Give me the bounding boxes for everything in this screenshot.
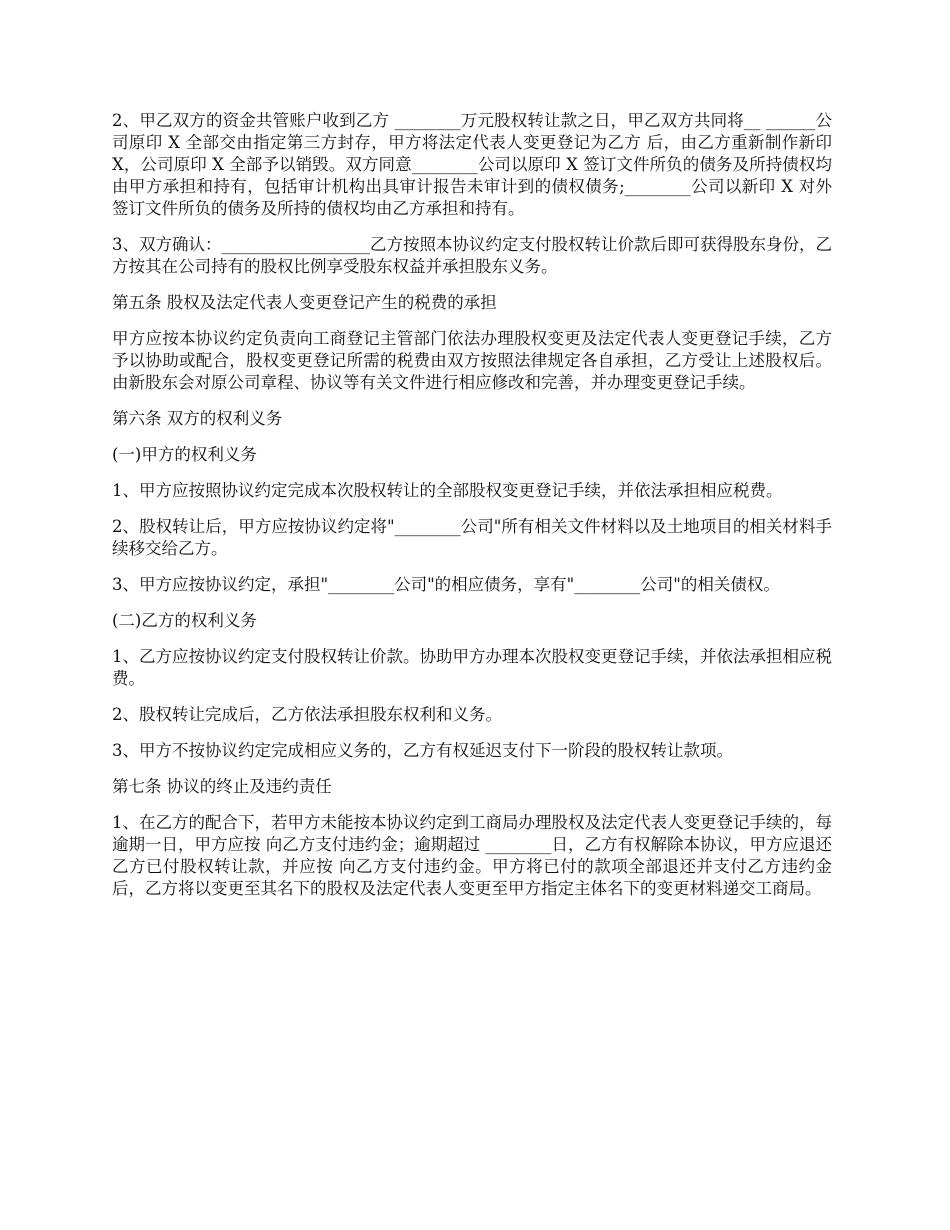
party-b-item-1: 1、乙方应按协议约定支付股权转让价款。协助甲方办理本次股权变更登记手续，并依法承担相应税费。 [112,647,832,688]
clause-4-item-3: 3、双方确认：__________________乙方按照本协议约定支付股权转让价款后即可获得股东身份，乙方按其在公司持有的股权比例享受股东权益并承担股东义务。 [112,235,832,276]
article-7-item-1: 1、在乙方的配合下，若甲方未能按本协议约定到工商局办理股权及法定代表人变更登记手续的，每逾期一日，甲方应按 向乙方支付违约金；逾期超过 ________日，乙方有权解除本协议，甲方应退还乙方已付股权转让款，并应按 向乙方支付违约金。甲方将已付的款项全部退还并支付乙方违约金后，乙方将以变更至其名下的股权及法定代表人变更至甲方指定主体名下的变更材料递交工商局。 [112,813,832,898]
article-7-heading: 第七条 协议的终止及违约责任 [112,777,332,796]
article-5-body: 甲方应按本协议约定负责向工商登记主管部门依法办理股权变更及法定代表人变更登记手续，乙方予以协助或配合，股权变更登记所需的税费由双方按照法律规定各自承担，乙方受让上述股权后。由新股东会对原公司章程、协议等有关文件进行相应修改和完善，并办理变更登记手续。 [112,329,832,392]
article-6-heading: 第六条 双方的权利义务 [112,409,283,428]
party-a-item-3: 3、甲方应按协议约定，承担"________公司"的相应债务，享有"________公司"的相关债权。 [112,575,780,594]
party-b-item-2: 2、股权转让完成后，乙方依法承担股东权利和义务。 [112,705,502,724]
party-a-item-2: 2、股权转让后，甲方应按协议约定将"________公司"所有相关文件材料以及土地项目的相关材料手续移交给乙方。 [112,517,832,558]
clause-4-item-2: 2、甲乙双方的资金共管账户收到乙方 ________万元股权转让款之日，甲乙双方共同将__ ______公司原印 X 全部交由指定第三方封存，甲方将法定代表人变更登记为乙方 后，由乙方重新制作新印 X，公司原印 X 全部予以销毁。双方同意________公司以原印 X 签订文件所负的债务及所持债权均由甲方承担和持有，包括审计机构出具审计报告未审计到的债权债务;________公司以新印 X 对外签订文件所负的债务及所持的债权均由乙方承担和持有。 [112,111,832,218]
party-a-subheading: (一)甲方的权利义务 [112,445,257,464]
party-b-item-3: 3、甲方不按协议约定完成相应义务的，乙方有权延迟支付下一阶段的股权转让款项。 [112,741,733,760]
party-b-subheading: (二)乙方的权利义务 [112,611,257,630]
article-5-heading: 第五条 股权及法定代表人变更登记产生的税费的承担 [112,293,497,312]
party-a-item-1: 1、甲方应按照协议约定完成本次股权转让的全部股权变更登记手续，并依法承担相应税费。 [112,481,783,500]
document-page [112,110,832,914]
